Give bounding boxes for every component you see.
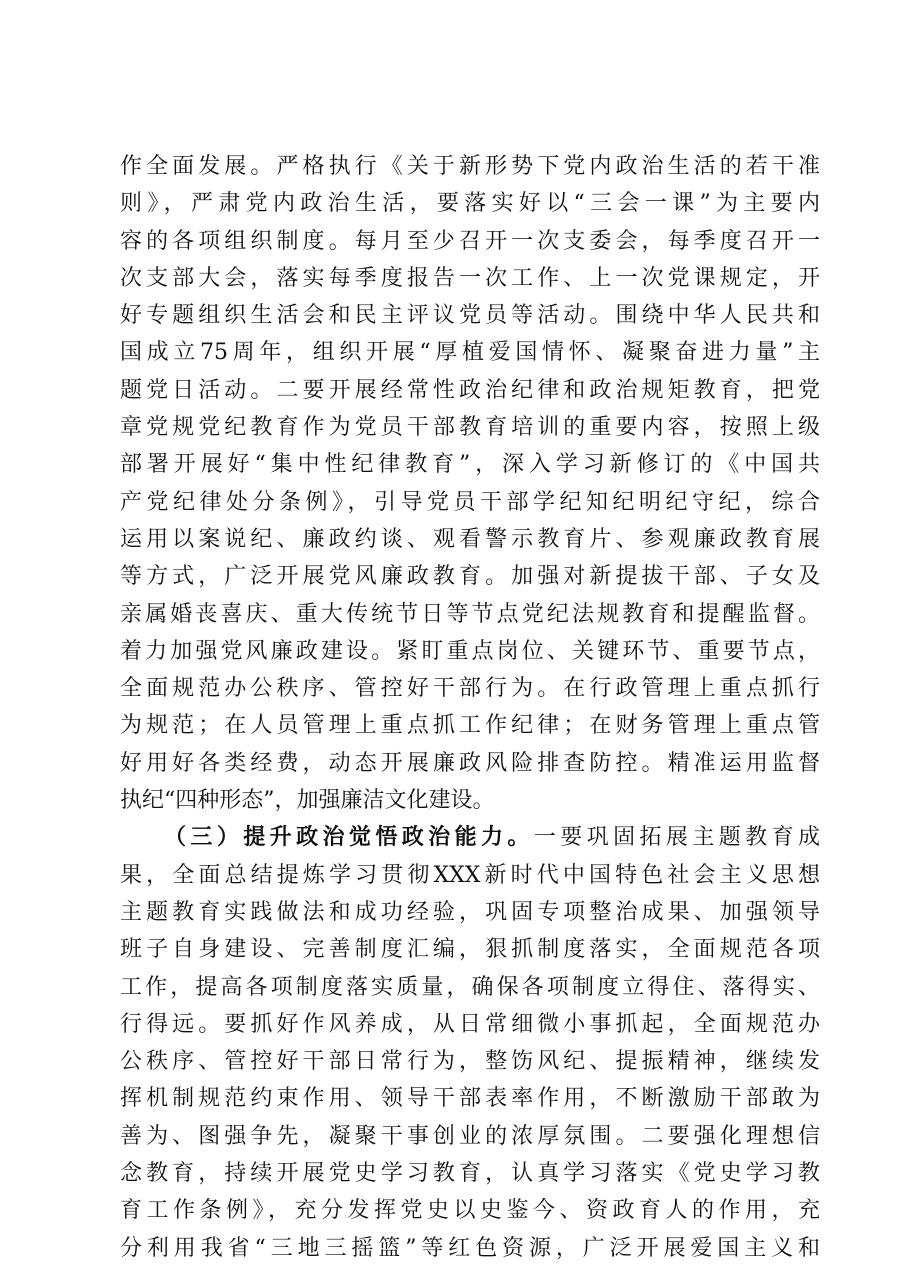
text-line: 育工作条例》，充分发挥党史以史鉴今、资政育人的作用，充 [120, 1198, 820, 1224]
text-line: 好专题组织生活会和民主评议党员等活动。围绕中华人民共和 [120, 303, 820, 329]
text-line: 作全面发展。严格执行《关于新形势下党内政治生活的若干准 [120, 154, 820, 179]
text-line: 工作，提高各项制度落实质量，确保各项制度立得住、落得实、 [120, 974, 820, 1000]
text-line: 部署开展好“集中性纪律教育”，深入学习新修订的《中国共 [120, 452, 820, 478]
section-first-line-text: 一要巩固拓展主题教育成 [533, 825, 820, 851]
text-line: 公秩序、管控好干部日常行为，整饬风纪、提振精神，继续发 [120, 1049, 820, 1075]
body-text [120, 148, 820, 1267]
text-line: 执纪“四种形态”，加强廉洁文化建设。 [120, 788, 495, 814]
text-line: 善为、图强争先，凝聚干事创业的浓厚氛围。二要强化理想信 [120, 1123, 820, 1149]
text-line: 产党纪律处分条例》，引导党员干部学纪知纪明纪守纪，综合 [120, 489, 820, 515]
text-line: 次支部大会，落实每季度报告一次工作、上一次党课规定，开 [120, 265, 820, 291]
text-line: 国成立75周年，组织开展“厚植爱国情怀、凝聚奋进力量”主 [120, 340, 820, 366]
text-line: 分利用我省“三地三摇篮”等红色资源，广泛开展爱国主义和 [120, 1235, 820, 1261]
section-heading: （三）提升政治觉悟政治能力。 [164, 824, 534, 851]
text-line: 全面规范办公秩序、管控好干部行为。在行政管理上重点抓行 [120, 676, 820, 702]
text-line: 等方式，广泛开展党风廉政教育。加强对新提拔干部、子女及 [120, 564, 820, 590]
text-line: 挥机制规范约束作用、领导干部表率作用，不断激励干部敢为 [120, 1086, 820, 1112]
section-first-line [120, 819, 820, 856]
text-line: 行得远。要抓好作风养成，从日常细微小事抓起，全面规范办 [120, 1011, 820, 1037]
text-line: 果，全面总结提炼学习贯彻XXX新时代中国特色社会主义思想 [120, 862, 820, 888]
text-line: 着力加强党风廉政建设。紧盯重点岗位、关键环节、重要节点， [120, 638, 820, 664]
text-line: 念教育，持续开展党史学习教育，认真学习落实《党史学习教 [120, 1161, 820, 1187]
text-line: 题党日活动。二要开展经常性政治纪律和政治规矩教育，把党 [120, 377, 820, 403]
text-line: 则》，严肃党内政治生活，要落实好以“三会一课”为主要内 [120, 191, 820, 217]
text-line: 容的各项组织制度。每月至少召开一次支委会，每季度召开一 [120, 228, 820, 254]
text-line: 亲属婚丧喜庆、重大传统节日等节点党纪法规教育和提醒监督。 [120, 601, 820, 627]
text-line: 主题教育实践做法和成功经验，巩固专项整治成果、加强领导 [120, 899, 820, 925]
text-line: 章党规党纪教育作为党员干部教育培训的重要内容，按照上级 [120, 415, 820, 441]
text-line: 为规范；在人员管理上重点抓工作纪律；在财务管理上重点管 [120, 713, 820, 739]
text-line: 运用以案说纪、廉政约谈、观看警示教育片、参观廉政教育展 [120, 526, 820, 552]
text-line: 好用好各类经费，动态开展廉政风险排查防控。精准运用监督 [120, 750, 820, 776]
text-line: 班子自身建设、完善制度汇编，狠抓制度落实，全面规范各项 [120, 937, 820, 963]
